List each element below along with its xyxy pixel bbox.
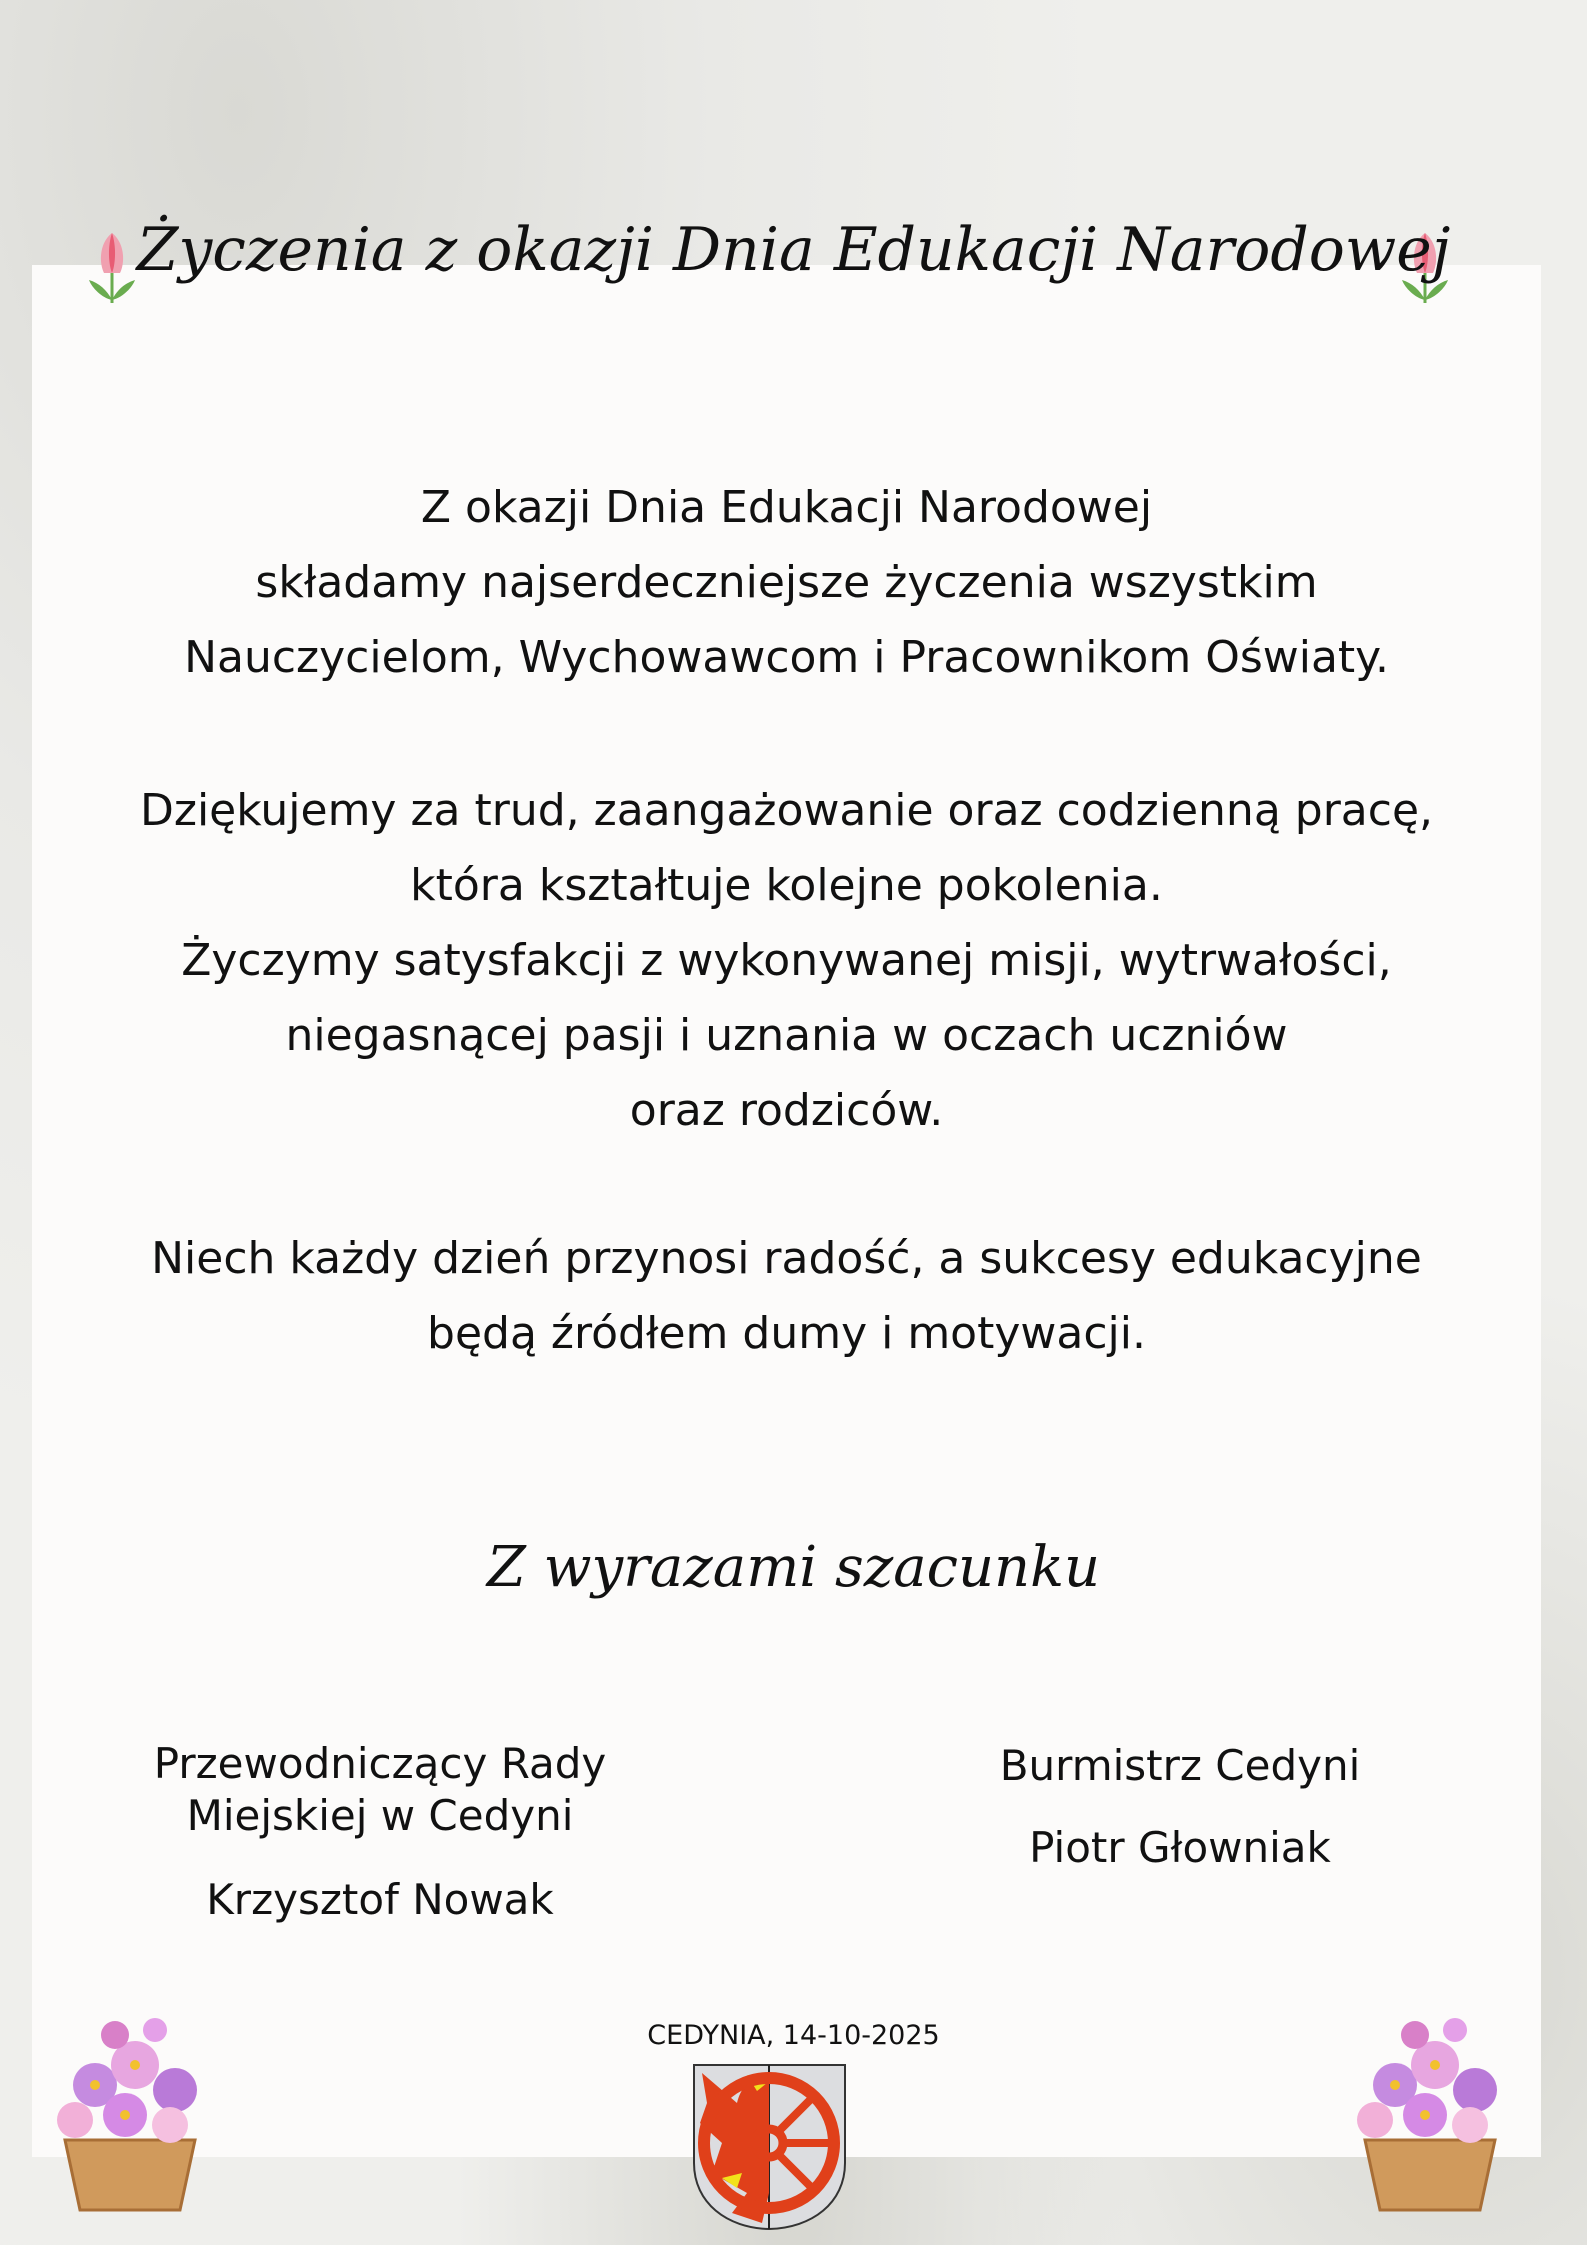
signature-role: Burmistrz Cedyni xyxy=(999,1741,1361,1790)
text-line: składamy najserdeczniejsze życzenia wszystkim xyxy=(255,557,1318,608)
flower-basket-icon xyxy=(1315,1975,1545,2225)
signature-name: Krzysztof Nowak xyxy=(206,1875,554,1924)
flower-basket-icon xyxy=(15,1975,245,2225)
signature-right xyxy=(830,1740,1530,1874)
date-place: CEDYNIA, 14-10-2025 xyxy=(647,2020,940,2051)
paragraph-thanks xyxy=(32,773,1541,1148)
coat-of-arms-icon xyxy=(692,2063,847,2231)
signature-role: Przewodniczący Rady xyxy=(153,1739,607,1788)
text-line: niegasnącej pasji i uznania w oczach uczniów xyxy=(285,1010,1288,1061)
page-title: Życzenia z okazji Dnia Edukacji Narodowej xyxy=(136,215,1451,285)
closing-phrase: Z wyrazami szacunku xyxy=(486,1535,1101,1600)
signature-role: Miejskiej w Cedyni xyxy=(186,1791,574,1840)
signature-name: Piotr Głowniak xyxy=(1029,1823,1331,1872)
signature-left xyxy=(30,1738,730,1926)
text-line: oraz rodziców. xyxy=(629,1085,944,1136)
paragraph-greeting xyxy=(32,470,1541,695)
text-line: Życzymy satysfakcji z wykonywanej misji, wytrwałości, xyxy=(181,935,1392,986)
text-line: Niech każdy dzień przynosi radość, a sukcesy edukacyjne xyxy=(151,1233,1422,1284)
text-line: która kształtuje kolejne pokolenia. xyxy=(410,860,1163,911)
text-line: będą źródłem dumy i motywacji. xyxy=(427,1308,1146,1359)
paragraph-wishes xyxy=(32,1221,1541,1371)
text-line: Z okazji Dnia Edukacji Narodowej xyxy=(420,482,1153,533)
text-line: Nauczycielom, Wychowawcom i Pracownikom Oświaty. xyxy=(184,632,1389,683)
text-line: Dziękujemy za trud, zaangażowanie oraz codzienną pracę, xyxy=(139,785,1433,836)
